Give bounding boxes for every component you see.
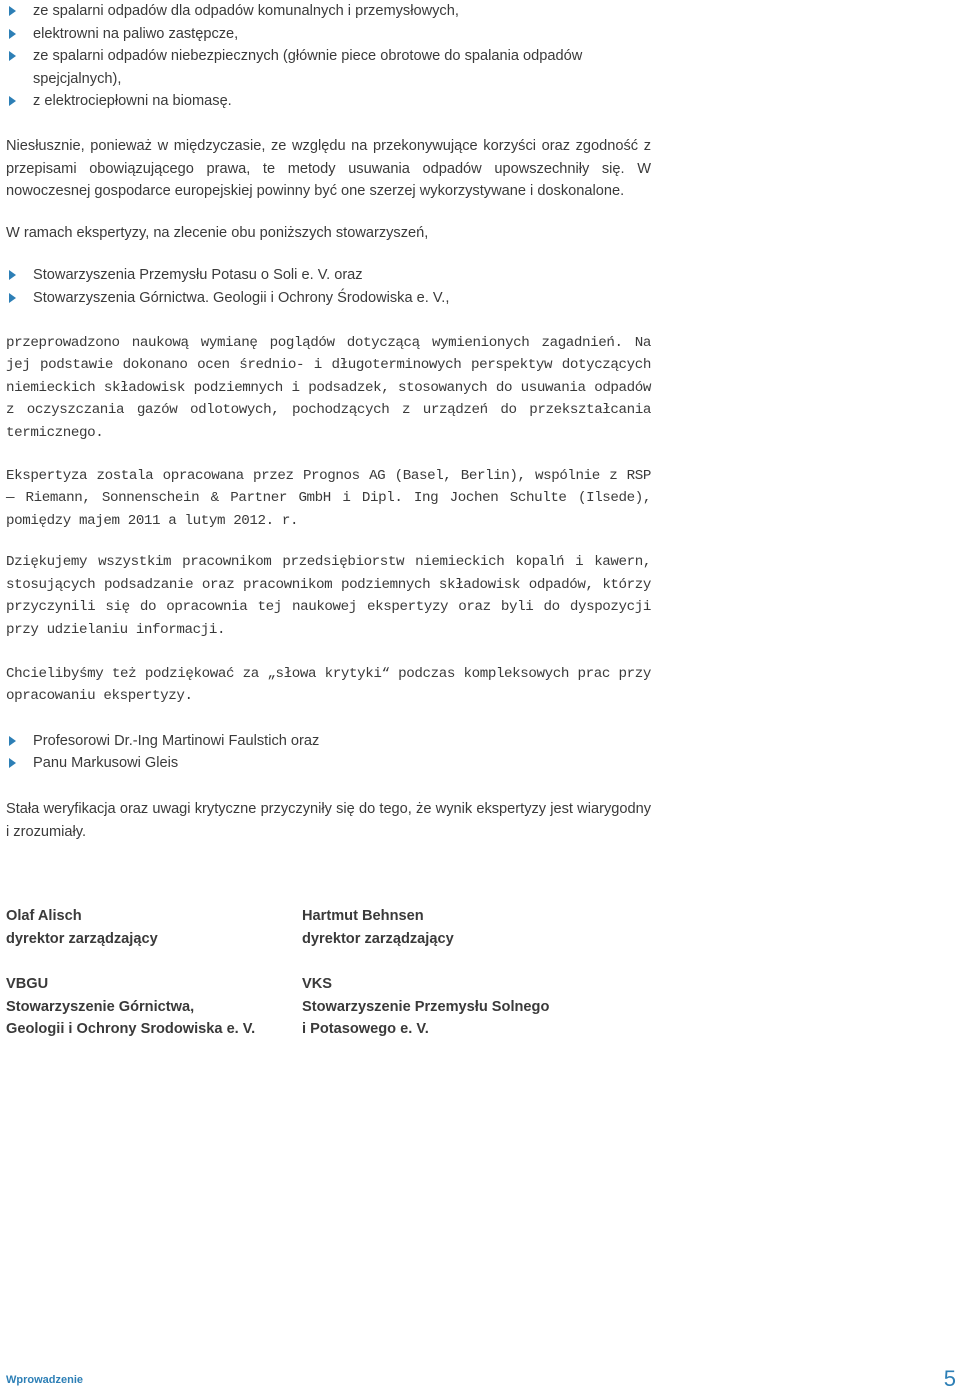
page-number: 5 [943, 1366, 956, 1391]
signature-left [6, 905, 255, 1041]
signatory-role: dyrektor zarządzający [6, 930, 158, 947]
list-acknowledged-persons [6, 730, 651, 775]
organization-line: Stowarzyszenie Górnictwa, [6, 998, 195, 1015]
triangle-bullet-icon [9, 270, 16, 280]
triangle-bullet-icon [9, 51, 16, 61]
list-item: Panu Markusowi Gleis [6, 752, 651, 775]
signatory-role: dyrektor zarządzający [302, 930, 454, 947]
list-associations [6, 264, 651, 309]
list-item: z elektrociepłowni na biomasę. [6, 90, 651, 113]
paragraph: przeprowadzono naukową wymianę poglądów dotyczącą wymienionych zagadnień. Na jej podstawie dokonano ocen średnio- i długoterminowych perspektyw dotyczących niemieckich składowisk podziemnych i podsadzek, stosowanych do usuwania odpadów z oczyszczania gazów odlotowych, pochodzących z urządzeń do przekształcania termicznego. [6, 334, 651, 441]
list-item: Stowarzyszenia Górnictwa. Geologii i Ochrony Środowiska e. V., [6, 287, 651, 310]
paragraph: Stała weryfikacja oraz uwagi krytyczne przyczyniły się do tego, że wynik ekspertyzy jest wiarygodny i zrozumiały. [6, 801, 651, 840]
list-emission-sources [6, 0, 651, 113]
paragraph: W ramach ekspertyzy, na zlecenie obu poniższych stowarzyszeń, [6, 224, 429, 241]
triangle-bullet-icon [9, 96, 16, 106]
footer-section-title: Wprowadzenie [6, 1374, 84, 1386]
triangle-bullet-icon [9, 29, 16, 39]
organization-short: VBGU [6, 976, 49, 993]
body-text [6, 0, 651, 843]
list-item: ze spalarni odpadów niebezpiecznych (głównie piece obrotowe do spalania odpadów spejcjalnych), [6, 45, 651, 90]
organization-line: Geologii i Ochrony Srodowiska e. V. [6, 1021, 256, 1038]
signatory-name: Hartmut Behnsen [302, 908, 424, 924]
signatory-name: Olaf Alisch [6, 908, 82, 924]
organization-line: Stowarzyszenie Przemysłu Solnego [302, 998, 550, 1015]
signature-right [302, 905, 549, 1041]
list-item: elektrowni na paliwo zastępcze, [6, 23, 651, 46]
list-item: ze spalarni odpadów dla odpadów komunalnych i przemysłowych, [6, 0, 651, 23]
list-item: Profesorowi Dr.-Ing Martinowi Faulstich oraz [6, 730, 651, 753]
paragraph: Dziękujemy wszystkim pracownikom przedsiębiorstw niemieckich kopalń i kawern, stosujących podsadzanie oraz pracownikom podziemnych składowisk odpadów, którzy przyczynili się do opracownia tej naukowej ekspertyzy oraz byli do dyspozycji przy udzielaniu informacji. [6, 554, 651, 639]
triangle-bullet-icon [9, 736, 16, 746]
triangle-bullet-icon [9, 758, 16, 768]
triangle-bullet-icon [9, 293, 16, 303]
organization-line: i Potasowego e. V. [302, 1021, 429, 1038]
paragraph: Niesłusznie, ponieważ w międzyczasie, ze względu na przekonywujące korzyści oraz zgodność z przepisami obowiązującego prawa, te metody usuwania odpadów upowszechniły się. W nowoczesnej gospodarce europejskiej powinny być one szerzej wykorzystywane i doskonalone. [6, 137, 651, 200]
organization-short: VKS [302, 976, 333, 993]
triangle-bullet-icon [9, 6, 16, 16]
list-item: Stowarzyszenia Przemysłu Potasu o Soli e. V. oraz [6, 264, 651, 287]
paragraph: Chcielibyśmy też podziękować za „słowa krytyki“ podczas kompleksowych prac przy opracowaniu ekspertyzy. [6, 665, 651, 705]
paragraph: Ekspertyza zostala opracowana przez Prognos AG (Basel, Berlin), wspólnie z RSP — Riemann, Sonnenschein & Partner GmbH i Dipl. Ing Jochen Schulte (Ilsede), pomiędzy majem 2011 a lutym 2012. r. [6, 467, 651, 529]
